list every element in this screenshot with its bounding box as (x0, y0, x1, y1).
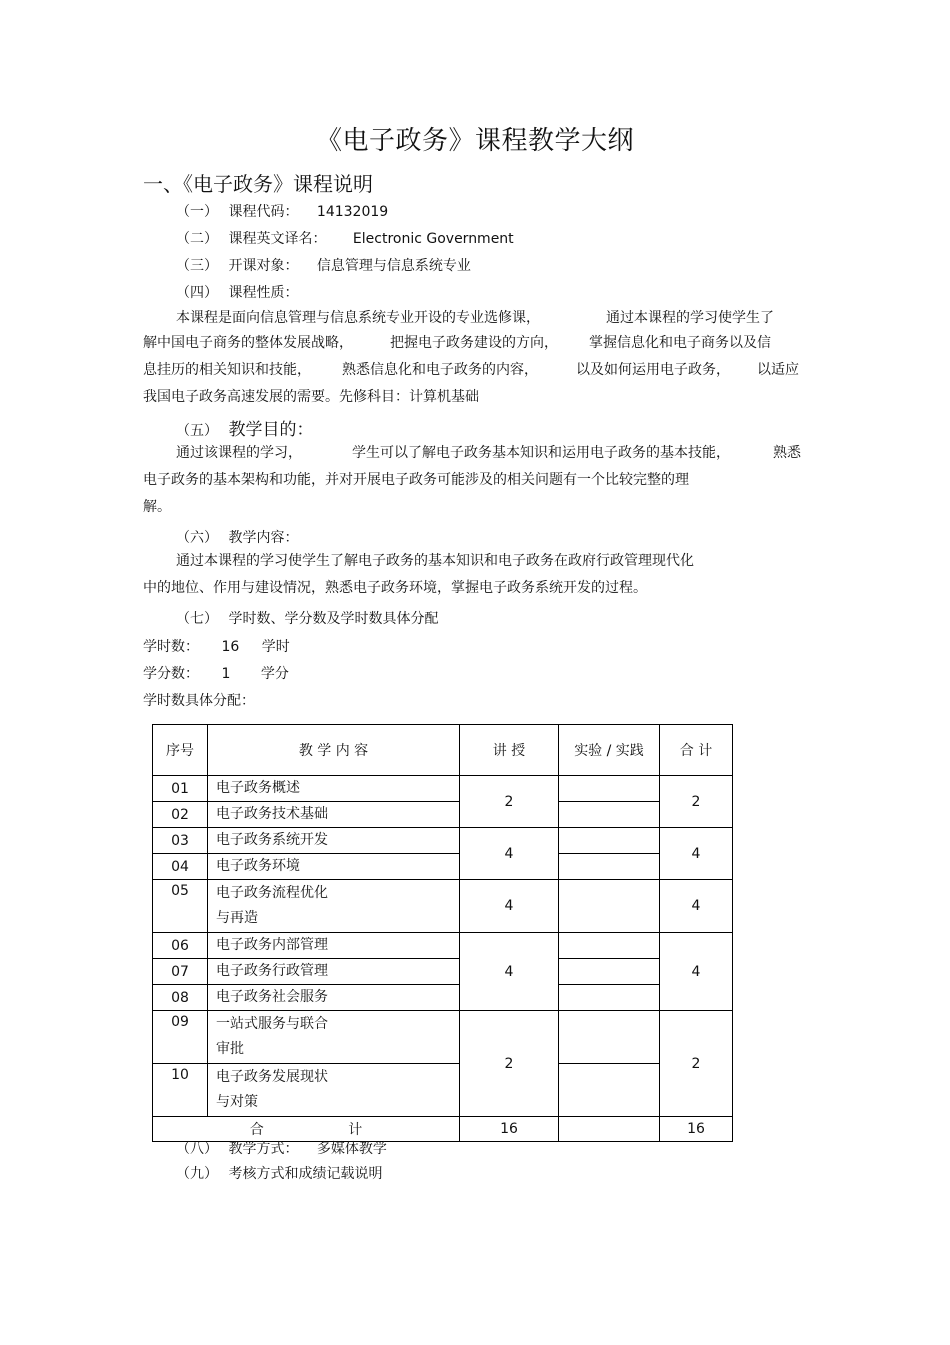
group-lecture: 2 (460, 776, 559, 828)
item-number: （六） (176, 530, 218, 546)
item-label: 课程英文译名： (228, 231, 327, 247)
group-total: 4 (660, 828, 733, 880)
purpose-line-1c: 熟悉 (773, 445, 801, 461)
item-number: （五） (176, 423, 218, 439)
header-total: 合 计 (660, 725, 733, 776)
nature-line-2b: 把握电子政务建设的方向， (390, 335, 558, 351)
item-label: 教学内容： (228, 530, 299, 546)
target-value: 信息管理与信息系统专业 (316, 258, 471, 274)
row-no: 01 (153, 776, 208, 802)
item-number: （四） (176, 285, 218, 301)
purpose-line-2: 电子政务的基本架构和功能，并对开展电子政务可能涉及的相关问题有一个比较完整的理 (143, 472, 689, 488)
table-row (153, 880, 733, 933)
row-no: 06 (153, 933, 208, 959)
english-name-value: Electronic Government (352, 231, 514, 247)
row-content: 电子政务行政管理 (208, 959, 460, 985)
nature-line-3a: 息挂历的相关知识和技能， (143, 362, 311, 378)
item-number: （三） (176, 258, 218, 274)
table-row (153, 854, 733, 880)
row-content-line2: 与对策 (216, 1094, 258, 1110)
item-label: 课程代码： (228, 204, 299, 220)
item-number: （八） (176, 1141, 218, 1157)
table-row (153, 985, 733, 1011)
nature-line-3c: 以及如何运用电子政务， (576, 362, 730, 378)
content-line-1: 通过本课程的学习使学生了解电子政务的基本知识和电子政务在政府行政管理现代化 (176, 553, 694, 569)
lab-cell (559, 933, 660, 959)
content-line-2: 中的地位、作用与建设情况，熟悉电子政务环境，掌握电子政务系统开发的过程。 (143, 580, 647, 596)
item-assessment (176, 1163, 382, 1183)
course-code-value: 14132019 (316, 204, 389, 220)
header-lab: 实验 / 实践 (559, 725, 660, 776)
hours-row (143, 636, 290, 656)
table-row (153, 802, 733, 828)
row-content-line1: 电子政务发展现状 (216, 1069, 328, 1085)
hours-distribution-table (152, 724, 733, 1142)
item-label: 开课对象： (228, 258, 299, 274)
lab-cell (559, 1064, 660, 1117)
table-row (153, 776, 733, 802)
row-no: 09 (153, 1011, 208, 1064)
row-no: 04 (153, 854, 208, 880)
lab-cell (559, 802, 660, 828)
row-no: 02 (153, 802, 208, 828)
nature-line-1b: 通过本课程的学习使学生了 (606, 310, 774, 326)
row-content: 电子政务社会服务 (208, 985, 460, 1011)
sum-lecture: 16 (460, 1117, 559, 1142)
table-header-row (153, 725, 733, 776)
item-label: 课程性质： (228, 285, 299, 301)
row-no: 05 (153, 880, 208, 933)
lab-cell (559, 776, 660, 802)
purpose-line-1b: 学生可以了解电子政务基本知识和运用电子政务的基本技能， (352, 445, 730, 461)
row-content-line2: 审批 (216, 1041, 244, 1057)
group-total: 2 (660, 776, 733, 828)
group-lecture: 4 (460, 880, 559, 933)
row-content: 电子政务系统开发 (208, 828, 460, 854)
group-lecture: 4 (460, 828, 559, 880)
header-lecture: 讲 授 (460, 725, 559, 776)
row-content-line2: 与再造 (216, 910, 258, 926)
credits-label: 学分数： (143, 666, 199, 682)
nature-line-3b: 熟悉信息化和电子政务的内容， (342, 362, 538, 378)
item-target (176, 255, 471, 275)
lab-cell (559, 985, 660, 1011)
row-content: 电子政务内部管理 (208, 933, 460, 959)
row-content (208, 1064, 460, 1117)
row-no: 07 (153, 959, 208, 985)
purpose-line-1a: 通过该课程的学习， (176, 445, 302, 461)
row-content-line1: 一站式服务与联合 (216, 1016, 328, 1032)
row-no: 03 (153, 828, 208, 854)
item-label: 教学方式： (228, 1141, 299, 1157)
sum-lab (559, 1117, 660, 1142)
item-english-name (176, 228, 514, 248)
lab-cell (559, 1011, 660, 1064)
item-method (176, 1138, 387, 1158)
method-value: 多媒体教学 (316, 1141, 387, 1157)
nature-line-4: 我国电子政务高速发展的需要。先修科目：计算机基础 (143, 389, 479, 405)
item-course-code (176, 201, 388, 221)
purpose-line-3: 解。 (143, 499, 171, 515)
nature-line-2a: 解中国电子商务的整体发展战略， (143, 335, 353, 351)
row-no: 10 (153, 1064, 208, 1117)
item-label: 考核方式和成绩记载说明 (228, 1166, 383, 1182)
nature-line-3d: 以适应 (757, 362, 799, 378)
table-row (153, 828, 733, 854)
row-content-line1: 电子政务流程优化 (216, 885, 328, 901)
row-content: 电子政务环境 (208, 854, 460, 880)
credits-row (143, 663, 289, 683)
item-number: （二） (176, 231, 218, 247)
group-total: 2 (660, 1011, 733, 1117)
table-row (153, 1011, 733, 1064)
row-content (208, 1011, 460, 1064)
table-row (153, 1064, 733, 1117)
group-lecture: 2 (460, 1011, 559, 1117)
row-content: 电子政务技术基础 (208, 802, 460, 828)
item-number: （一） (176, 204, 218, 220)
item-content (176, 527, 298, 547)
hours-label: 学时数： (143, 639, 199, 655)
row-content: 电子政务概述 (208, 776, 460, 802)
lab-cell (559, 959, 660, 985)
item-label: 学时数、学分数及学时数具体分配 (228, 611, 439, 627)
item-number: （七） (176, 611, 218, 627)
document-title: 《电子政务》课程教学大纲 (315, 126, 634, 156)
item-hours-heading (176, 608, 438, 628)
lab-cell (559, 828, 660, 854)
table-row (153, 959, 733, 985)
group-lecture: 4 (460, 933, 559, 1011)
item-nature (176, 282, 298, 302)
sum-label-a: 合 (249, 1122, 264, 1138)
distribution-label: 学时数具体分配： (143, 693, 255, 709)
item-number: （九） (176, 1166, 218, 1182)
table-row (153, 933, 733, 959)
header-content: 教 学 内 容 (208, 725, 460, 776)
hours-value: 16 (221, 639, 240, 655)
section-heading: 一、《电子政务》课程说明 (143, 172, 373, 196)
group-total: 4 (660, 880, 733, 933)
item-purpose (176, 415, 313, 440)
lab-cell (559, 854, 660, 880)
nature-line-2c: 掌握信息化和电子商务以及信 (589, 335, 771, 351)
group-total: 4 (660, 933, 733, 1011)
hours-unit: 学时 (261, 639, 290, 655)
credits-value: 1 (221, 666, 231, 682)
sum-label-b: 计 (348, 1122, 363, 1138)
nature-line-1a: 本课程是面向信息管理与信息系统专业开设的专业选修课， (176, 310, 540, 326)
lab-cell (559, 880, 660, 933)
row-no: 08 (153, 985, 208, 1011)
sum-total: 16 (660, 1117, 733, 1142)
row-content (208, 880, 460, 933)
credits-unit: 学分 (260, 666, 289, 682)
header-no: 序号 (153, 725, 208, 776)
item-label: 教学目的： (228, 420, 314, 440)
